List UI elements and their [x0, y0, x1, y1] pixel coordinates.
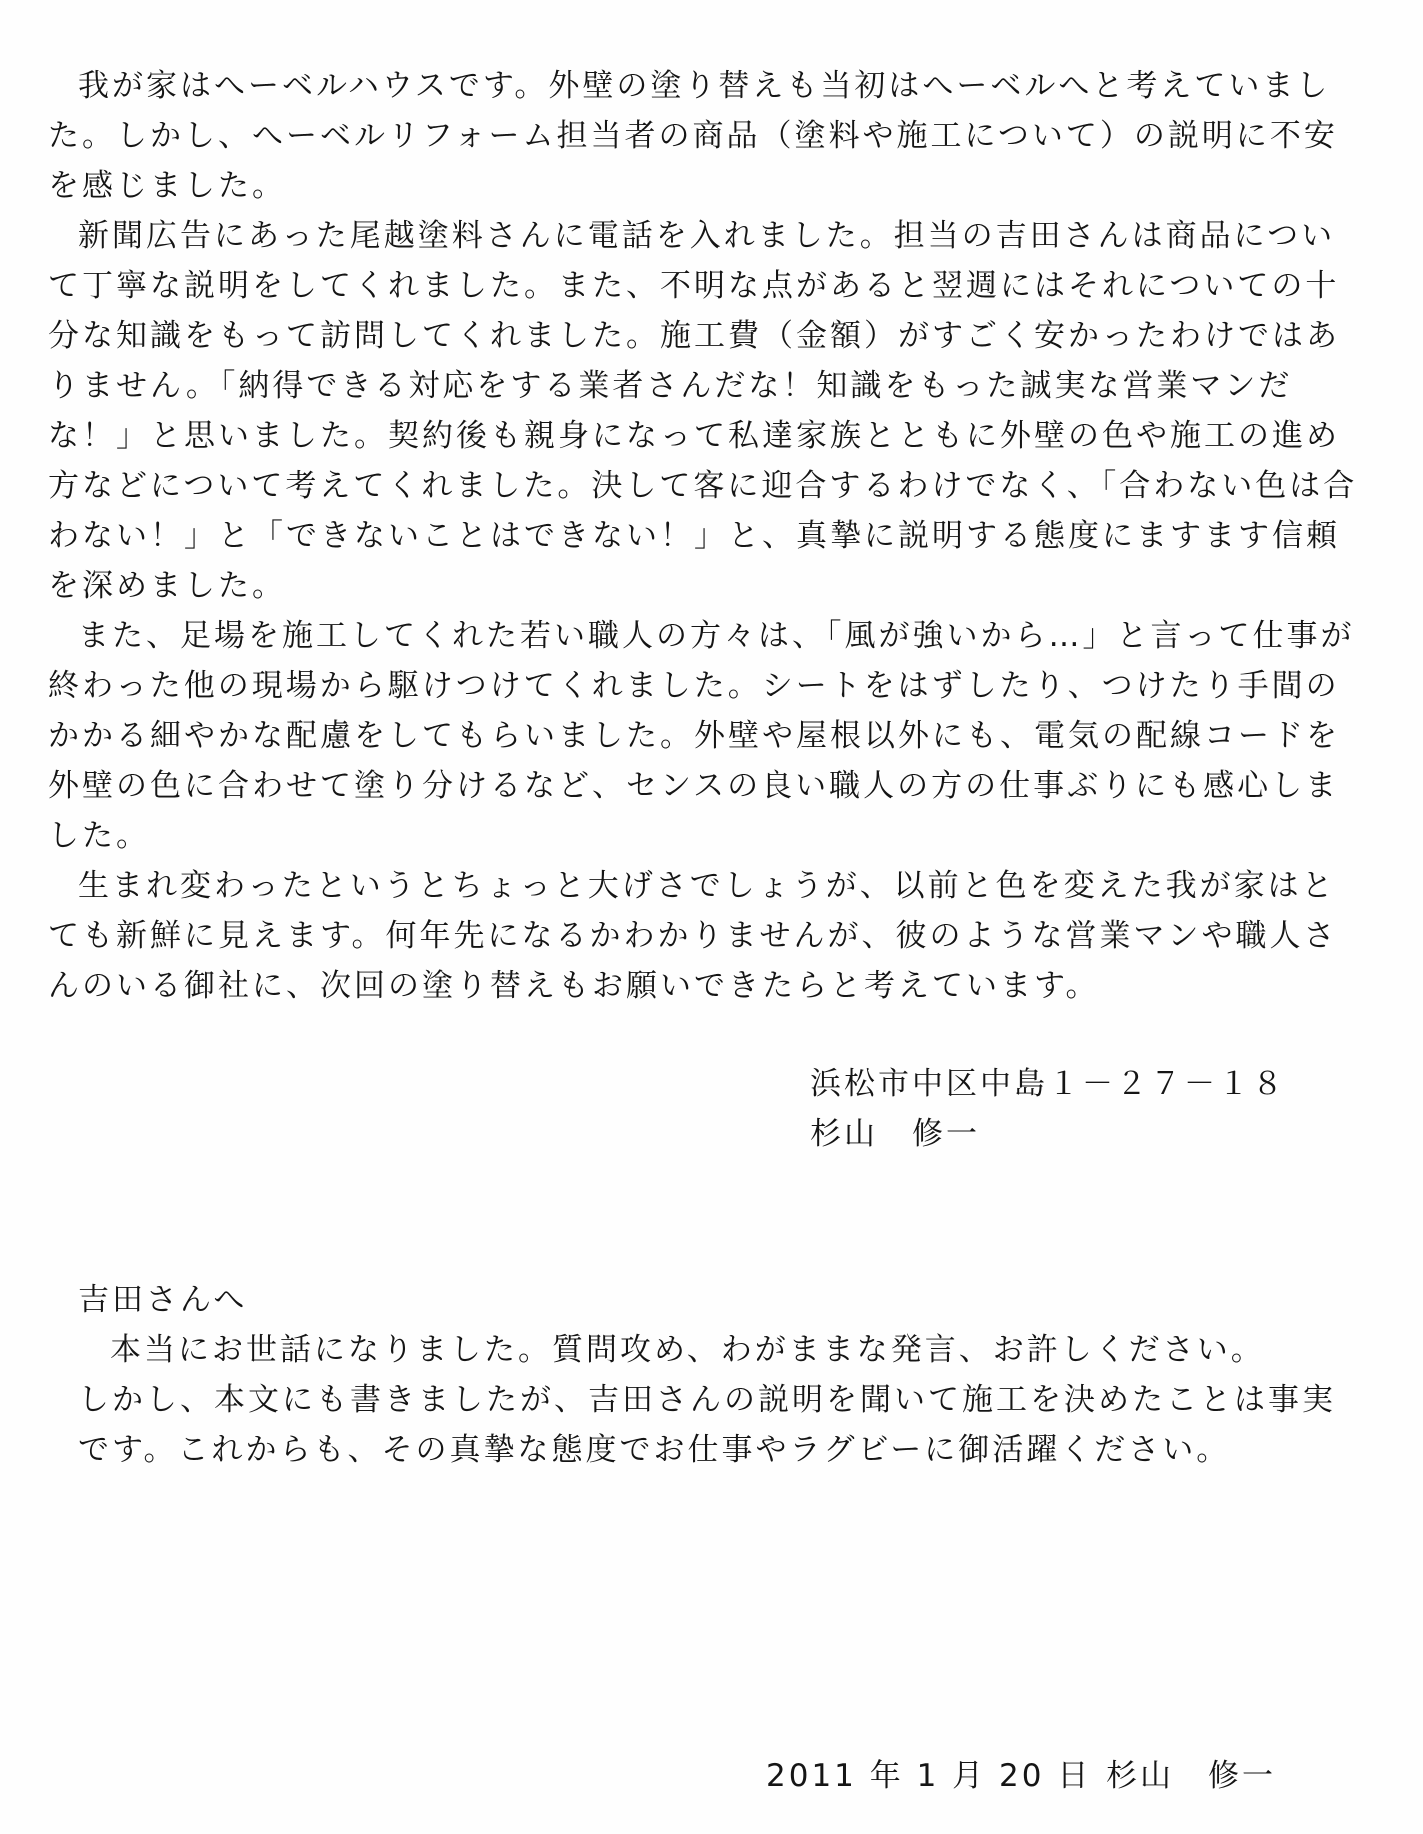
body-line: を深めました。: [48, 568, 286, 604]
body-line: また、足場を施工してくれた若い職人の方々は、「風が強いから…」と言って仕事が: [78, 618, 1355, 654]
body-line: て丁寧な説明をしてくれました。また、不明な点があると翌週にはそれについての十: [48, 268, 1340, 304]
body-line: んのいる御社に、次回の塗り替えもお願いできたらと考えています。: [48, 968, 1100, 1004]
body-line: 方などについて考えてくれました。決して客に迎合するわけでなく、「合わない色は合: [48, 468, 1358, 504]
body-line: りません。「納得できる対応をする業者さんだな！知識をもった誠実な営業マンだ: [48, 368, 1293, 404]
body-line: かかる細やかな配慮をしてもらいました。外壁や屋根以外にも、電気の配線コードを: [48, 718, 1340, 754]
postscript-line: 本当にお世話になりました。質問攻め、わがままな発言、お許しください。: [110, 1332, 1265, 1368]
signature-name: 杉山 修一: [810, 1116, 980, 1152]
body-line: た。しかし、へーベルリフォーム担当者の商品（塗料や施工について）の説明に不安: [48, 118, 1338, 154]
body-line: を感じました。: [48, 168, 286, 204]
body-line: わない！」と「できないことはできない！」と、真摯に説明する態度にますます信頼: [48, 518, 1340, 554]
postscript-line: しかし、本文にも書きましたが、吉田さんの説明を聞いて施工を決めたことは事実: [78, 1382, 1336, 1418]
body-line: 終わった他の現場から駆けつけてくれました。シートをはずしたり、つけたり手間の: [48, 668, 1340, 704]
body-line: 新聞広告にあった尾越塗料さんに電話を入れました。担当の吉田さんは商品につい: [78, 218, 1336, 254]
body-line: ても新鮮に見えます。何年先になるかわかりませんが、彼のような営業マンや職人さ: [48, 918, 1338, 954]
body-line: 分な知識をもって訪問してくれました。施工費（金額）がすごく安かったわけではあ: [48, 318, 1340, 354]
postscript-greeting: 吉田さんへ: [78, 1282, 248, 1318]
body-line: した。: [48, 818, 150, 854]
body-line: 我が家はへーベルハウスです。外壁の塗り替えも当初はへーベルへと考えていまし: [78, 68, 1331, 104]
footer-date: 2011 年 1 月 20 日: [766, 1758, 1092, 1794]
footer-name: 杉山 修一: [1106, 1758, 1276, 1794]
body-line: な！」と思いました。契約後も親身になって私達家族とともに外壁の色や施工の進め: [48, 418, 1340, 454]
body-line: 外壁の色に合わせて塗り分けるなど、センスの良い職人の方の仕事ぶりにも感心しま: [48, 768, 1340, 804]
postscript-line: です。これからも、その真摯な態度でお仕事やラグビーに御活躍ください。: [78, 1432, 1231, 1468]
body-line: 生まれ変わったというとちょっと大げさでしょうが、以前と色を変えた我が家はと: [78, 868, 1336, 904]
signature-address: 浜松市中区中島１－２７－１８: [810, 1066, 1286, 1102]
